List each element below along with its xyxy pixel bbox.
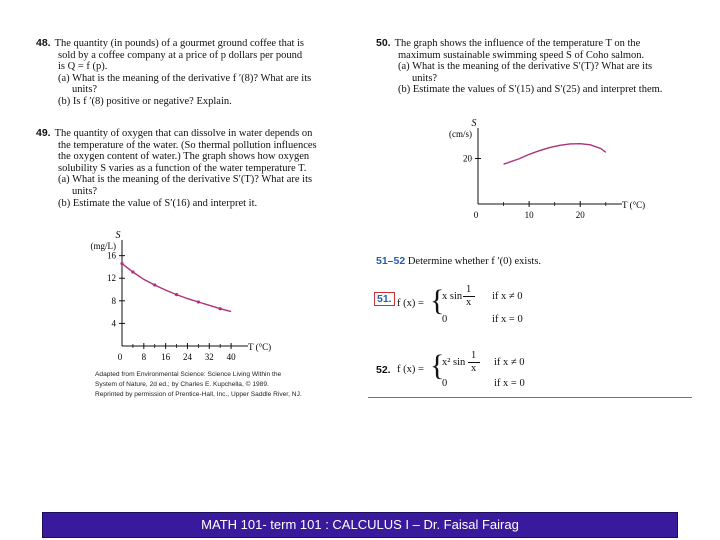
data-curve xyxy=(122,264,231,312)
problem-text-line: the oxygen content of water.) The graph shows how oxygen xyxy=(58,151,310,163)
problem-text-line: is Q = f (p). xyxy=(58,61,108,73)
function-label: f (x) = xyxy=(397,364,424,375)
y-axis-symbol: S xyxy=(115,230,121,241)
x-tick-label: 16 xyxy=(161,352,171,362)
problem-number: 51. xyxy=(374,292,395,306)
problem-text-line: units? xyxy=(72,84,98,96)
course-title: MATH 101- term 101 : CALCULUS I – Dr. Faisal Fairag xyxy=(201,517,519,532)
data-point xyxy=(197,300,200,303)
y-tick-label: 12 xyxy=(107,273,116,284)
y-tick-label: 4 xyxy=(111,318,116,329)
problem-text-line: (a) What is the meaning of the derivative f ′(8)? What are its xyxy=(58,72,312,84)
problem-text-line: The quantity of oxygen that can dissolve in water depends on xyxy=(54,128,313,139)
y-axis-unit: (mg/L) xyxy=(90,241,116,251)
x-axis-label: T (°C) xyxy=(248,342,272,352)
credit-line: Reprinted by permission of Prentice-Hall, Inc., Upper Saddle River, NJ. xyxy=(95,391,302,398)
problem-instruction: Determine whether f ′(0) exists. xyxy=(407,256,542,267)
problems-51-52-heading xyxy=(376,256,541,268)
problem-49 xyxy=(36,128,341,209)
oxygen-solubility-chart xyxy=(80,228,300,368)
salmon-speed-chart xyxy=(420,118,660,230)
y-axis-symbol: S xyxy=(471,118,477,129)
case-condition: if x = 0 xyxy=(492,314,523,325)
problem-number: 50. xyxy=(376,37,391,49)
origin-label: 0 xyxy=(473,210,479,220)
function-label: f (x) = xyxy=(397,298,424,309)
problem-text-line: solubility S varies as a function of the water temperature T. xyxy=(58,162,307,174)
figure-credit xyxy=(95,370,305,400)
problem-text-line: (b) Is f ′(8) positive or negative? Explain. xyxy=(58,95,232,107)
case-condition: if x ≠ 0 xyxy=(494,357,525,368)
piecewise-brace: { xyxy=(430,349,445,382)
problem-text-line: units? xyxy=(72,185,98,197)
piecewise-brace: { xyxy=(430,284,445,317)
y-tick-label: 20 xyxy=(463,153,472,164)
case-expression: x² sin xyxy=(442,357,466,368)
x-tick-label: 10 xyxy=(524,210,534,220)
case-expression: 0 xyxy=(442,378,448,389)
x-axis-label: T (°C) xyxy=(622,200,646,210)
problem-text-line: (a) What is the meaning of the derivative S′(T)? What are its xyxy=(398,61,653,73)
case-condition: if x ≠ 0 xyxy=(492,291,523,302)
data-point xyxy=(131,270,134,273)
fraction-numerator: 1 xyxy=(466,284,472,295)
problem-text-line: sold by a coffee company at a price of p dollars per pound xyxy=(58,49,303,61)
origin-label: 0 xyxy=(117,352,123,362)
problem-text-line: maximum sustainable swimming speed S of Coho salmon. xyxy=(398,49,645,61)
problem-number: 52. xyxy=(376,364,391,376)
problem-text-line: units? xyxy=(412,72,438,84)
y-axis-unit: (cm/s) xyxy=(449,129,472,139)
credit-line: System of Nature, 2d ed.; by Charles E. Kupchella, © 1989. xyxy=(95,381,269,388)
x-tick-label: 8 xyxy=(141,352,147,362)
problem-50 xyxy=(376,38,696,96)
divider-line xyxy=(368,397,692,398)
fraction-numerator: 1 xyxy=(471,350,477,361)
data-point xyxy=(120,262,123,265)
x-tick-label: 32 xyxy=(204,352,214,362)
data-point xyxy=(219,307,222,310)
x-tick-label: 24 xyxy=(182,352,192,362)
problem-text-line: the temperature of the water. (So thermal pollution influences xyxy=(58,139,317,151)
problem-text-line: (a) What is the meaning of the derivative S′(T)? What are its xyxy=(58,174,313,186)
x-tick-label: 40 xyxy=(226,352,236,362)
problem-text-line: The graph shows the influence of the temperature T on the xyxy=(394,38,641,49)
credit-line: Adapted from Environmental Science: Science Living Within the xyxy=(95,371,282,378)
x-tick-label: 20 xyxy=(575,210,585,220)
fraction-denominator: x xyxy=(471,363,477,374)
problem-number: 49. xyxy=(36,127,51,139)
data-curve xyxy=(504,144,606,165)
case-expression: x sin xyxy=(442,291,463,302)
problem-range: 51–52 xyxy=(376,255,406,267)
data-point xyxy=(153,283,156,286)
case-condition: if x = 0 xyxy=(494,378,525,389)
problem-text-line: The quantity (in pounds) of a gourmet ground coffee that is xyxy=(54,38,305,49)
problem-number: 48. xyxy=(36,37,51,49)
data-point xyxy=(175,293,178,296)
problem-text-line: (b) Estimate the values of S′(15) and S′(25) and interpret them. xyxy=(398,84,663,96)
problem-text-line: (b) Estimate the value of S′(16) and interpret it. xyxy=(58,197,258,209)
y-tick-label: 8 xyxy=(111,295,116,306)
fraction-denominator: x xyxy=(466,297,472,308)
y-tick-label: 16 xyxy=(107,250,116,261)
case-expression: 0 xyxy=(442,314,448,325)
course-footer-banner xyxy=(42,512,678,538)
problem-48 xyxy=(36,38,341,108)
